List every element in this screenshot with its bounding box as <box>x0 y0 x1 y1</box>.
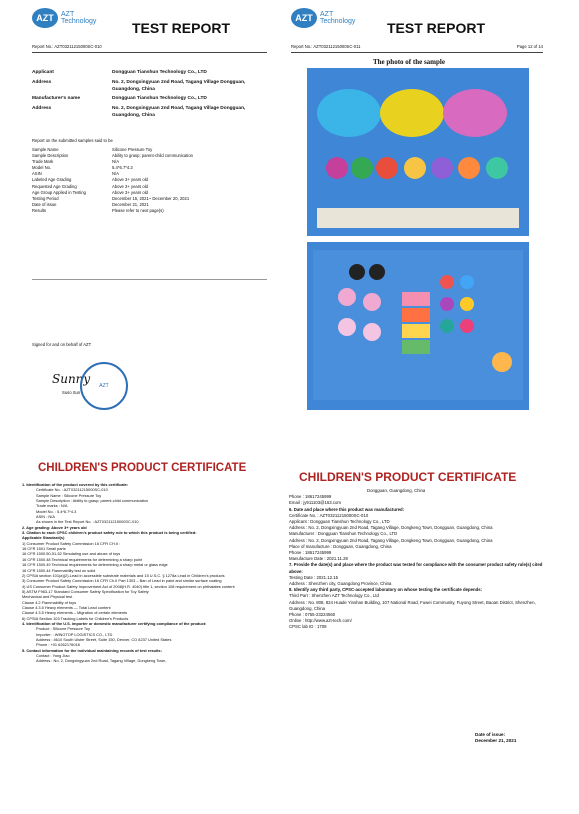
cert-line: 16 CFR 1500.48 Technical requirements for determining a sharp point <box>22 556 143 562</box>
divider <box>291 52 543 53</box>
cert-line: 16 CFR 1501 Small parts <box>22 546 66 552</box>
cert-line: 6) CPSIA Section 103 Tracking Labels for Children's Products <box>22 615 129 621</box>
issue-date-block <box>475 732 516 744</box>
cert-line: As shown in the Test Report No. : AZT03211215000SC-010 <box>36 519 139 525</box>
field-value: December 15, 2021~ December 20, 2021 <box>112 195 190 201</box>
sample-photo-bottom-image <box>307 242 529 410</box>
field-value: December 21, 2021 <box>112 201 149 207</box>
cert-line: Address : No. 808, 824 Huade Yinshan Building, 107 National Road, Fuwei Community, Fuyong Street, Baoan District, Shenzhen, Guangdong, China <box>289 599 536 611</box>
cert-line: Address : No. 2, Dongxingyuan 2nd Road, Tagang Village, Dongkeng Town, <box>36 658 167 664</box>
applicant-block <box>32 70 267 120</box>
cert-line: Applicant : Dongguan Tianshun Technology Co., LTD <box>289 519 390 525</box>
cert-line: Trade marks : N/A <box>36 503 68 509</box>
logo-text: AZT <box>61 11 75 18</box>
field-value: 5.4*6.7*4.3 <box>112 165 133 171</box>
cert-line: 6. Date and place where this product was manufactured: <box>289 506 405 512</box>
cert-line: 16 CFR 1500.50-51-52 Simulating use and abuse of toys <box>22 551 121 557</box>
azt-logo-icon: AZT <box>32 8 58 28</box>
field-label: Date of issue <box>32 201 57 207</box>
report-intro: Report on the submitted samples said to be <box>32 138 113 143</box>
cert-line: 16 CFR 1500.44 Flammability test on solid <box>22 567 96 573</box>
cert-line: Manufacture Date : 2021.11.28 <box>289 556 348 562</box>
cert-line: 1. Identification of the product covered by this certificate: <box>22 482 129 487</box>
cert-line: Mechanical and Physical test <box>22 594 73 600</box>
cert-line: ASIN : N/A <box>36 514 55 520</box>
cert-line: 1) Consumer Product Safety Commission 16 CFR CH.II : <box>22 540 121 546</box>
signer-name: Suso Sun <box>62 390 81 395</box>
cert-line: 2) CPSIA section 101(a)(2)-Lead in accessible substrate materials and 15 U.S.C. § 1278a Lead in Children's products <box>22 572 225 578</box>
cert-line: 3) Consumer Product Safety Commission 16 CFR Ch.II Part 1303 – Ban of Lead in paint and similar surface coating <box>22 578 222 584</box>
address-label: Address <box>32 106 52 112</box>
divider <box>32 279 267 280</box>
cert-line: Phone : +01 6262176018 <box>36 642 80 648</box>
field-label: Age Group Applied in Testing <box>32 189 86 195</box>
cert-line: Phone : 18617245999 <box>289 494 332 500</box>
sample-photo-top-image <box>307 68 529 236</box>
cert-line: Place of manufacture : Dongguan, Guangdong, China <box>289 543 392 549</box>
cert-line: 3. Citation to each CPSC children's product safety rule to which this product is being certified: <box>22 530 197 536</box>
cert-line: CPSC lab ID : 1708 <box>289 624 327 630</box>
signed-for-text: Signed for and on behalf of AZT <box>32 342 92 347</box>
azt-logo <box>291 8 355 28</box>
field-label: Testing Period <box>32 195 59 201</box>
applicant-label: Applicant <box>32 70 54 75</box>
cert-line: 5) ASTM F963-17 Standard Consumer Safety Specification for Toy Safety <box>22 588 149 594</box>
cert-line: Email : jy911103@163.com <box>289 500 341 506</box>
signature: Sunny <box>52 372 91 386</box>
cert-line: Product : Silicone Pressure Toy <box>36 626 90 632</box>
issue-date-label: Date of issue: <box>475 732 506 737</box>
cert-line: Phone : 0755-23224560 <box>289 612 336 618</box>
field-label: Results <box>32 207 46 213</box>
certificate-body <box>289 488 557 631</box>
report-number: Report No.: AZT03211215000SC-011 <box>291 44 361 49</box>
cert-line: Clause 4.3.5 Heavy elements – Migration of certain elements <box>22 610 128 616</box>
cert-line: Address : Shenzhen city, Guangdong Province, China <box>289 581 392 587</box>
cert-line: Model No. : 5.4*6.7*4.3 <box>36 508 77 514</box>
cert-line: Address : No. 2, Dongxingyuan 2nd Road, Tagang Village, Dongkeng Town, Dongguan, Guangdong, China <box>289 537 493 543</box>
cert-line: Certificate No. : AZT03211215000SC-010 <box>36 487 108 493</box>
azt-logo-icon: AZT <box>291 8 317 28</box>
cert-line: 2. Age grading: Above 3+ years old <box>22 524 87 530</box>
field-value: Silicone Pressure Toy <box>112 147 153 152</box>
issue-date-value: December 21, 2021 <box>475 738 517 744</box>
field-label: ASIN <box>32 171 42 177</box>
test-report-page-left <box>10 6 278 410</box>
cert-line: Dongguan, Guangdong, China <box>367 488 426 493</box>
page-number: Page 12 of 14 <box>516 44 543 49</box>
certificate-title: CHILDREN'S PRODUCT CERTIFICATE <box>299 470 517 484</box>
logo-subtext: Technology <box>320 18 356 25</box>
certificate-title: CHILDREN'S PRODUCT CERTIFICATE <box>38 462 247 474</box>
cert-line: 8. Identify any third party, CPSC-accepted laboratory on whose testing the certificate depends: <box>289 587 483 593</box>
field-value: N/A <box>112 159 119 165</box>
test-report-page-right <box>291 6 559 410</box>
cert-line: 16 CFR 1500.49 Technical requirements for determining a sharp metal or glass edge <box>22 562 168 568</box>
field-label: Trade Mark <box>32 159 54 165</box>
field-label: Sample Description <box>32 153 69 159</box>
address-value: No. 2, Dongxingyuan 2nd Road, Tagang Village Dongguan, Guangdong, China <box>112 106 246 118</box>
sample-photo-top <box>307 68 529 236</box>
cert-line: Third Part : Shenzhen AZT Technology Co., Ltd <box>289 593 379 599</box>
field-label: Labeled Age Grading <box>32 177 72 183</box>
field-value: Ability to grasp; parent-child communication <box>112 153 193 159</box>
cert-line: Contact : Yong Jiao <box>36 653 70 658</box>
report-number: Report No.: AZT03211215000SC-010 <box>32 44 102 49</box>
cert-line: 4) US Consumer Product Safety Improvement Act of 2008(H.R. 4040) title 1, section 108 requirement on phthalates content <box>22 583 235 589</box>
sample-details <box>32 147 267 214</box>
cert-line: Importer: : WINGTOP LOGISTICS CO., LTD <box>36 631 113 637</box>
cert-line: Applicable Standard(s) <box>22 535 65 541</box>
field-label: Sample Name <box>32 147 59 152</box>
cert-line: Sample Name : Silicone Pressure Toy <box>36 492 102 498</box>
divider <box>32 52 267 53</box>
manufacturer-label: Manufacturer's name <box>32 96 81 102</box>
certificate-page-right <box>289 462 569 814</box>
cert-line: Manufacturer : Dongguan Tianshun Technology Co., LTD <box>289 531 398 537</box>
cert-line: 4. Identification of the U.S. importer or domestic manufacturer certifying compliance of the product: <box>22 620 207 626</box>
field-value: Please refer to next page(s) <box>112 207 164 213</box>
field-label: Requested Age Grading <box>32 183 77 189</box>
field-label: Model No. <box>32 165 52 171</box>
certificate-page-left <box>10 462 278 814</box>
field-value: Above 3+ years old <box>112 183 148 189</box>
photo-title: The photo of the sample <box>373 58 445 66</box>
field-value: Above 3+ years old <box>112 177 148 183</box>
cert-line: Address : 4610 South Ulster Street, Suite 150, Denver, CO 8237 United States <box>36 636 172 642</box>
cert-line: Online : http://www.azt-tech.com/ <box>289 618 352 624</box>
cert-line: Testing Date : 2021.12.15 <box>289 574 338 580</box>
cert-line: Clause 4.3.5 Heavy elements — Total Lead content <box>22 604 111 610</box>
field-value: N/A <box>112 171 119 177</box>
logo-text: AZT <box>320 11 334 18</box>
cert-line: Clause 4.2 Flammability of toys <box>22 599 77 605</box>
cert-line: Sample Description : Ability to grasp; parent-child communication <box>36 498 149 504</box>
azt-logo <box>32 8 96 28</box>
cert-line: 7. Provide the date(s) and place where the product was tested for compliance with the consumer product safety rule(s) cited above: <box>289 562 543 574</box>
sample-photo-bottom <box>307 242 529 410</box>
cert-line: Certificate No. : AZT03211215000SC-010 <box>289 512 369 518</box>
report-title: TEST REPORT <box>132 20 231 36</box>
cert-line: Address : No. 2, Dongxingyuan 2nd Road, Tagang Village, Dongkeng Town, Dongguan, Guangdong, China <box>289 525 493 531</box>
certificate-body <box>22 482 270 664</box>
cert-line: Phone : 18617245999 <box>289 550 332 556</box>
logo-subtext: Technology <box>61 18 97 25</box>
report-title: TEST REPORT <box>387 20 486 36</box>
cert-line: 5. Contact information for the individual maintaining records of test results: <box>22 647 162 653</box>
address-label: Address <box>32 79 52 85</box>
address-value: No. 2, Dongxingyuan 2nd Road, Tagang Village Dongguan, Guangdong, China <box>112 79 246 92</box>
manufacturer-value: Dongguan Tianshun Technology Co., LTD <box>112 96 207 102</box>
azt-stamp-seal: AZT <box>80 362 128 410</box>
applicant-value: Dongguan Tianshun Technology Co., LTD <box>112 70 207 75</box>
field-value: Above 3+ years old <box>112 189 148 195</box>
